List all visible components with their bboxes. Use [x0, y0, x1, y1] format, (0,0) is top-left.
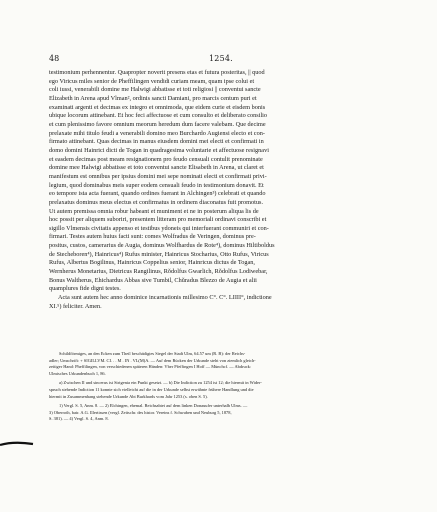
body-line: de Stecheboren⁴), Hainricus⁴) Rufus minister, Hainricus Stocharius, Otto Rufus, Viricus — [49, 250, 269, 258]
body-line: domine mee Halwigi abbatisse et toto conventui sancte Elisabeth in Arena, ut claret et — [49, 164, 264, 172]
body-line: firmato attinebant. Quas decimas in manus eiusdem domini mei electi et confirmati in — [49, 138, 264, 146]
charter-text — [49, 69, 381, 311]
body-line: legium, quod dominabus meis super eodem censuali feudo in testimonium donavit. Et — [49, 181, 264, 189]
closing-line: Acta sunt autem hec anno dominice incarnationis millesimo C°. C°. LIIII°, indictione — [58, 294, 272, 302]
body-line: ubique locorum attinebant. Et hoc feci affectuose et cum consulto et deliberato consilio — [49, 112, 268, 120]
body-line: Wernherus Monetarius, Dietricus Rangilinus, Rŏdolfus Gwarlich, Rŏdolfus Lodiwebar, — [49, 268, 268, 276]
body-line: manifestum est omnibus per ipsius domini mei sepe nominati electi et confirmati privi- — [49, 172, 267, 180]
body-line: domo domini Hainrici dicti de Togan in quadragesima voluntarie et affectuose resignavi — [49, 146, 269, 154]
source-note-line: zeitiger Hand: Pheffilingen, von verschiedenen späteren Händen: Vber Pfeffingen I Hoff — Münchcf. — Abdruck: — [49, 364, 252, 370]
body-line: testimonium perhennentur. Quapropter noverit presens etas et futura posteritas, || quod — [49, 69, 265, 76]
body-line: prelaxate mihi titulo feudi a venerabili domino meo Burchardo Augiensi electo et con- — [49, 129, 265, 137]
body-line: sigillo Vlmensis civitatis appenso et testibus ydoneis qui interfuerant communiri et con- — [49, 224, 269, 232]
closing-line: XI.⁵) feliciter. Amen. — [49, 302, 102, 310]
body-line: firmari. Testes autem huius facti sunt: comes Wolfradus de Veringen, dominus pre- — [49, 233, 256, 241]
body-line: quamplures fide digni testes. — [49, 285, 121, 293]
body-line: coli iussi, venerabili domine me Halwigi abbatisse et toti religiosi || conventui sancte — [49, 86, 261, 94]
body-line: eo tempore ista acta fuerant, quando ordines fuerant in Alchingen³) celebrati et quando — [49, 190, 266, 198]
footnote-line: S. 381). — 4) Vergl. S. 4, Anm. 8. — [49, 416, 109, 422]
body-line: positus, custos, camerarius de Augia, dominus Wolfhardus de Rote⁴), dominus Hiltiboldus — [49, 242, 275, 250]
source-note-line: Ulmisches Urkundenbuch 1, 86. — [49, 370, 106, 376]
body-line: Elizabeth in Arena apud Vlman², ordinis sancti Damiani, pro marcis centum puri et — [49, 94, 257, 102]
source-note-line: Schildförmiges, an den Ecken zum Theil beschädigtes Siegel der Stadt Ulm, 64.57 um (R. B): der Reichs- — [59, 351, 246, 356]
footnote-line: 1) Vergl. S. 5, Anm. 8. — 2) Elchingen, ehemal. Reichsabtei auf dem linken Donauufer unterhalb Ulms. — — [59, 403, 248, 409]
page-header — [49, 54, 381, 64]
variant-note-line: a) Zwischen II und sincerus ist Strigenia ein Punkt gesetzt. — b) Die Indiction zu 1254 ist 12; die hiermit in Wider- — [59, 380, 262, 386]
body-line: et cum plenissimo favore omnium meorum heredum dum facere valebam. Que decime — [49, 120, 266, 128]
body-line: Bonus Waltherus, Ehichardus Abbas sive Tumbil, Chŭradus Blezzo de Augia et alii — [49, 276, 257, 284]
source-note-line: adler; Umschrift: + SIGILLVM. CI. . . M . IN . VL(M)A. — Auf dem Rücken der Urkunde steht von ziemlich gleich- — [49, 357, 256, 363]
body-line: Rufus, Albertus Bogilinus, Hainricus Coppelius senior, Hainricus dictus de Togan, — [49, 259, 255, 267]
body-line: ego Viricus miles senior de Pheffilingen vendidi curiam meam, quam ipse colui et — [49, 77, 255, 85]
page-year-heading: 1254. — [209, 54, 233, 63]
page-number: 48 — [49, 54, 60, 63]
body-line: examinati argenti et decimas ex integro et omnimoda, que eidem curie et eisdem bonis — [49, 103, 266, 111]
body-line: Ut autem premissa omnia robur habeant et muniment et ne in posterum aliqua lis de — [49, 207, 259, 215]
variant-note-line: hiermit in Zusammenhang stehende Urkunde Abt Burkhards vom Jahr 1253 (s. oben S. 5). — [49, 393, 208, 399]
body-line: prelaxatus dominus meus electus et confirmatus in ordinem diaconatus fuit promotus. — [49, 198, 264, 206]
footnote-line: 3) Oberroth, bair. A.G. Illertissen (vergl. Zeitschr. des histor. Vereins f. Schwaben und Neuburg 5, 1878, — [49, 409, 232, 415]
notes-section — [49, 351, 381, 423]
scan-edge-mark — [0, 440, 34, 448]
body-line: hoc possit per aliquem suboriri, presentem litteram pro memoriali ordinavi conscribi et — [49, 216, 267, 224]
body-line: et easdem decimas post meam resignationem pro feudo censuali contulit prenominate — [49, 155, 263, 163]
variant-note-line: spruch stehende Indiction 11 konnte sich vielleicht auf die in der Urkunde selbst erwähnte frühere Handlung und die — [49, 386, 254, 392]
